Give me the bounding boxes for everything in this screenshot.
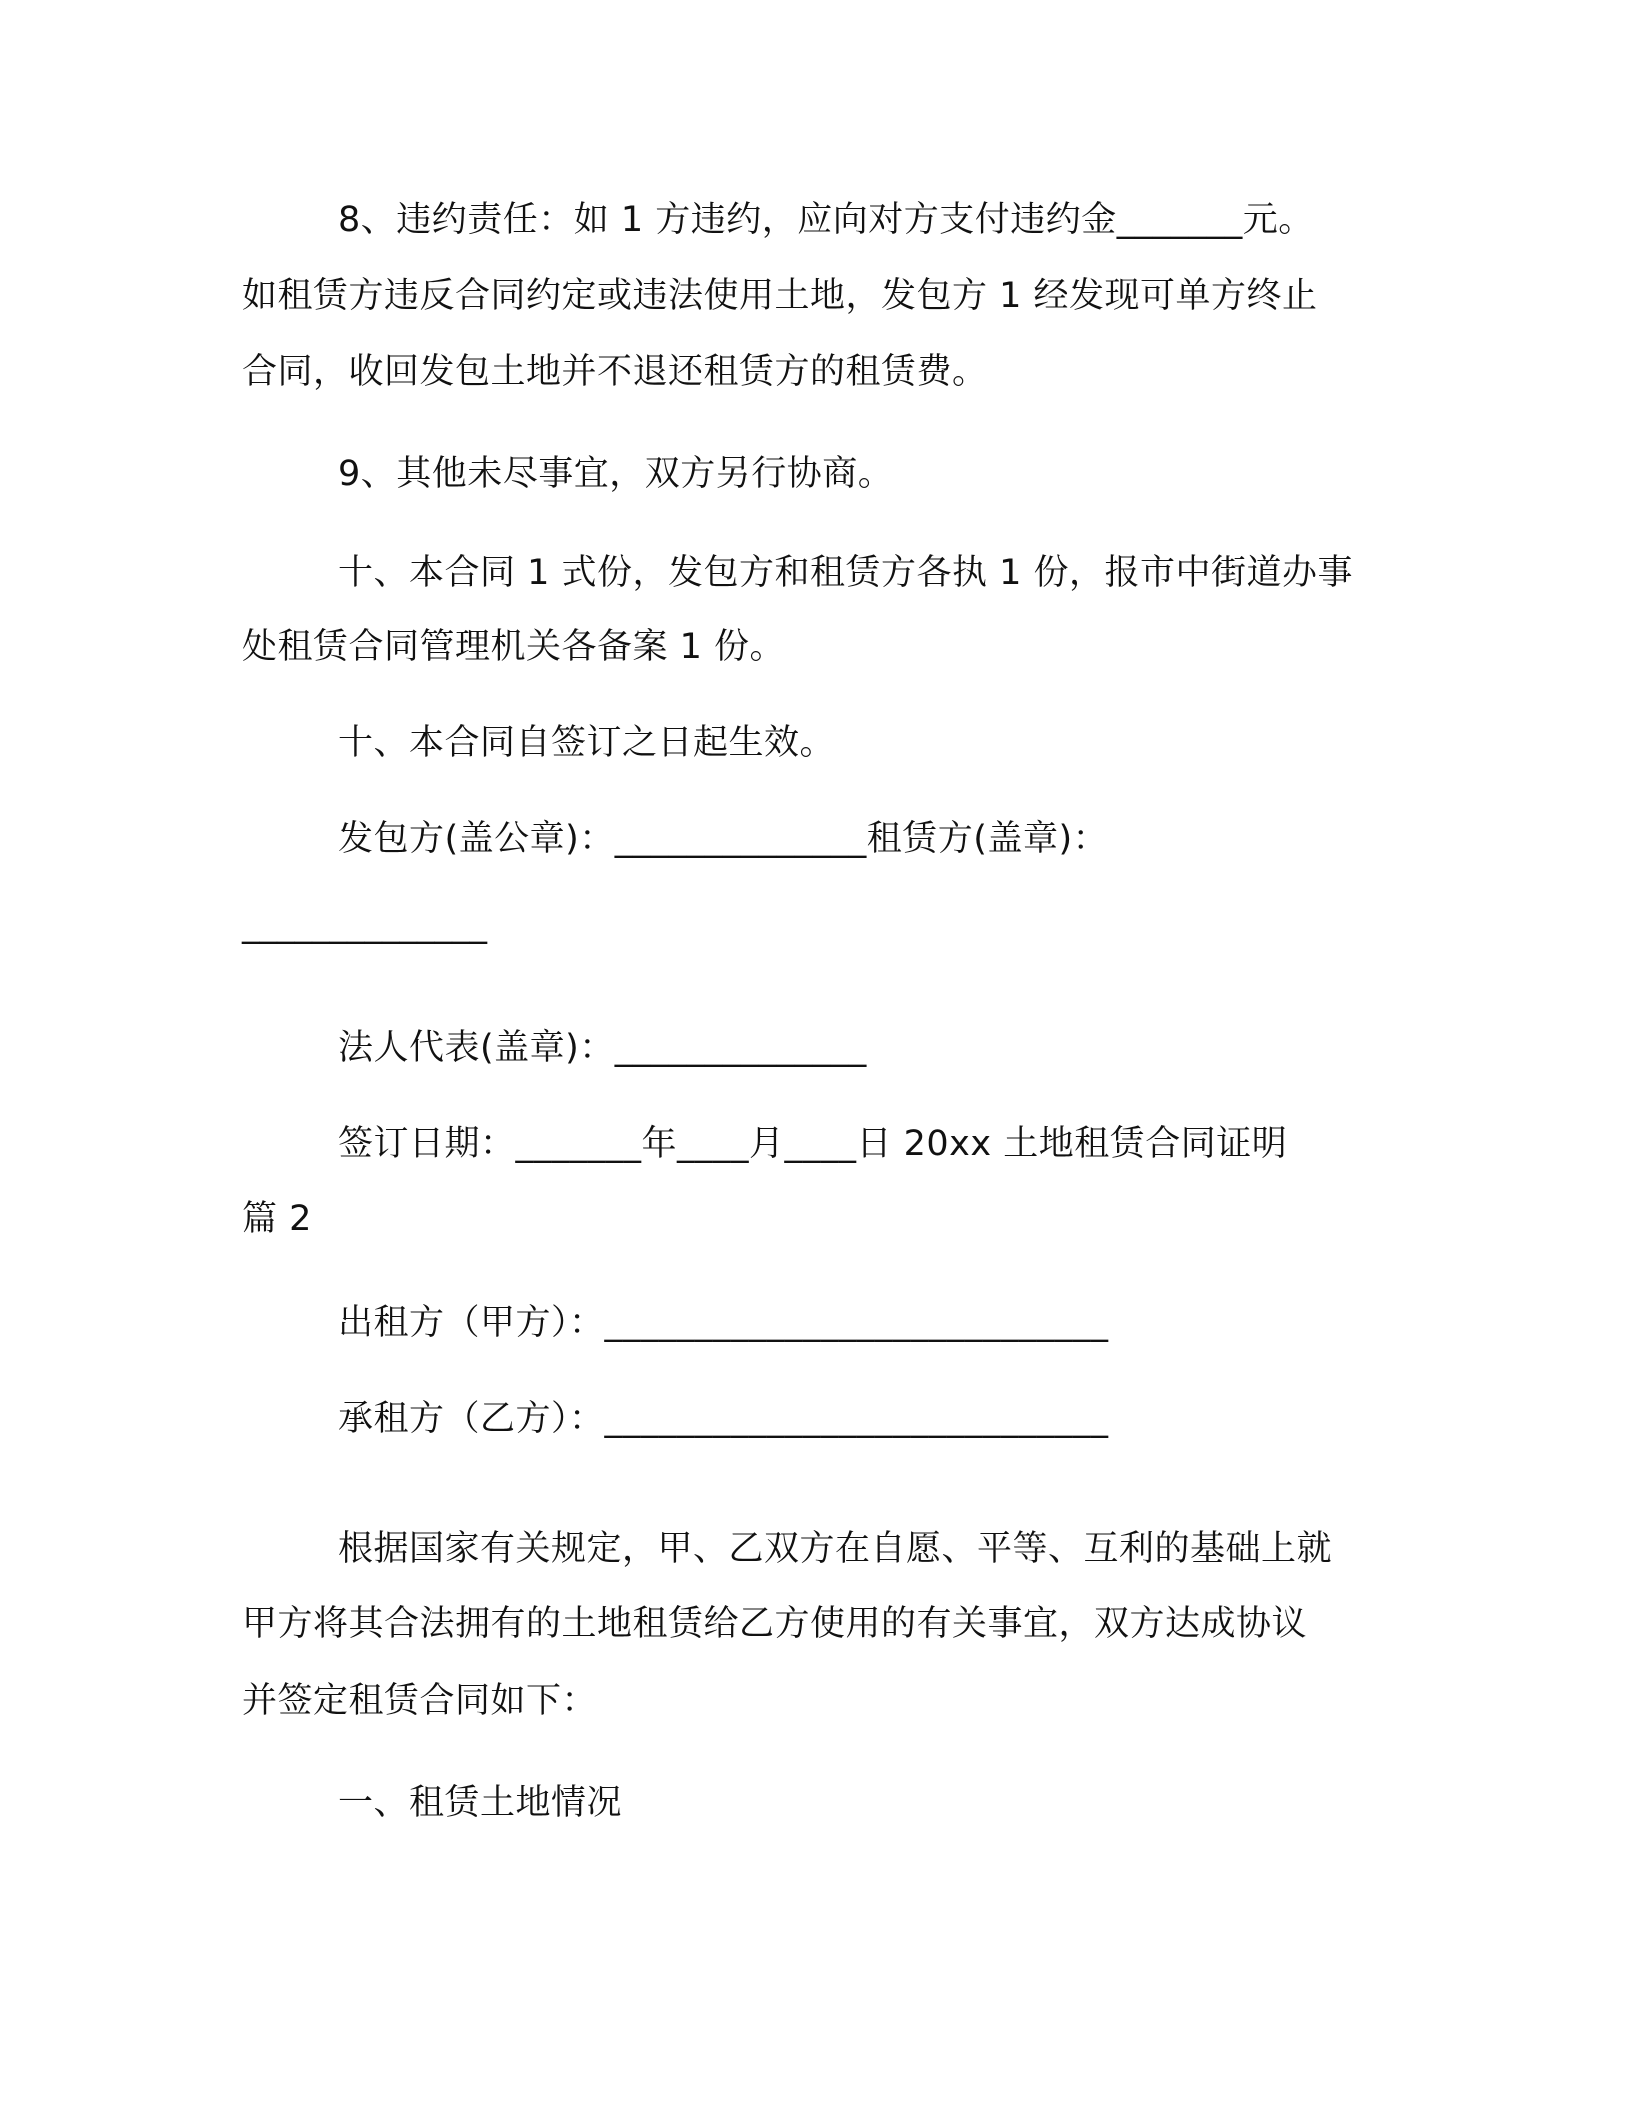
- lessee-party-line: 承租方（乙方）：____________________________: [338, 1399, 1109, 1439]
- preamble-line-2: 甲方将其合法拥有的土地租赁给乙方使用的有关事宜，双方达成协议: [242, 1604, 1308, 1644]
- clause-10-copies-line-2: 处租赁合同管理机关各备案 1 份。: [242, 627, 786, 667]
- clause-9-line-1: 9、其他未尽事宜，双方另行协商。: [338, 454, 894, 494]
- clause-10-copies-line-1: 十、本合同 1 式份，发包方和租赁方各执 1 份，报市中街道办事: [338, 553, 1354, 593]
- chapter-2-label: 篇 2: [242, 1199, 312, 1239]
- signing-date-line: 签订日期：_______年____月____日 20xx 土地租赁合同证明: [338, 1124, 1288, 1164]
- clause-8-line-2: 如租赁方违反合同约定或违法使用土地，发包方 1 经发现可单方终止: [242, 276, 1318, 316]
- clause-8-line-1: 8、违约责任：如 1 方违约，应向对方支付违约金_______元。: [338, 200, 1314, 240]
- clause-10-effective-line: 十、本合同自签订之日起生效。: [338, 723, 836, 763]
- clause-8-line-3: 合同，收回发包土地并不退还租赁方的租赁费。: [242, 352, 988, 392]
- lessor-party-line: 出租方（甲方）：____________________________: [338, 1303, 1109, 1343]
- section-heading-leased-land: 一、租赁土地情况: [338, 1783, 623, 1823]
- preamble-line-3: 并签定租赁合同如下：: [242, 1681, 598, 1721]
- lessee-signature-blank: ______________: [242, 905, 487, 945]
- preamble-line-1: 根据国家有关规定，甲、乙双方在自愿、平等、互利的基础上就: [338, 1529, 1333, 1569]
- signature-parties-line: 发包方(盖公章)：______________租赁方(盖章)：: [338, 819, 1109, 859]
- legal-rep-signature-line: 法人代表(盖章)：______________: [338, 1028, 867, 1068]
